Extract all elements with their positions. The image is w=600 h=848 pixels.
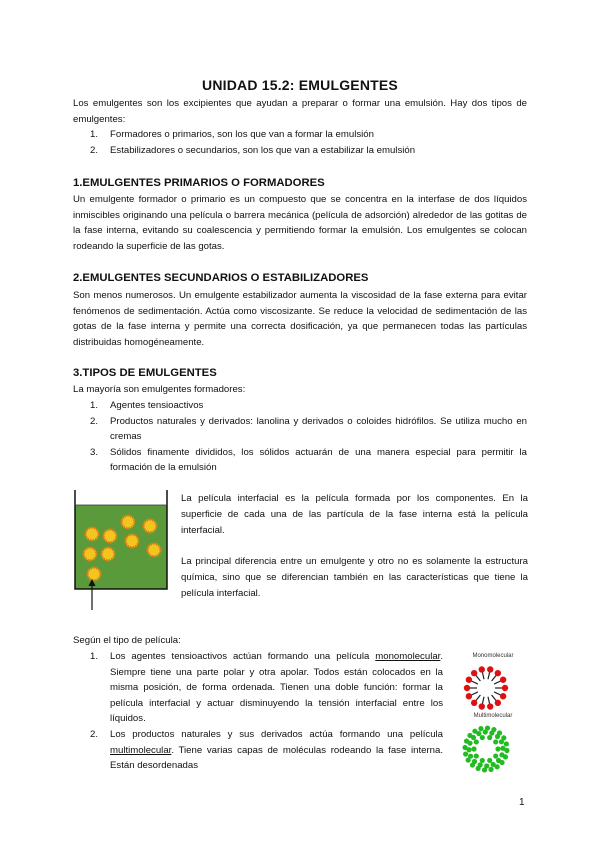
multilayer-molecule — [488, 767, 493, 772]
tipos-list — [73, 398, 527, 476]
multilayer-molecule — [487, 735, 492, 740]
section-heading-secundarios: 2.EMULGENTES SECUNDARIOS O ESTABILIZADORES — [73, 272, 369, 284]
multilayer-molecule — [474, 753, 479, 758]
multimolecular-film-figure — [462, 725, 510, 773]
droplet — [88, 568, 101, 581]
section-heading-primarios: 1.EMULGENTES PRIMARIOS O FORMADORES — [73, 177, 325, 189]
interfacial-film-paragraph: La película interfacial es la película formada por los componentes. En la superficie de cada una de las partícula de la fase interna está la película interfacial. — [181, 493, 528, 536]
multilayer-molecule — [480, 758, 485, 763]
multilayer-molecule — [480, 735, 485, 740]
surfactant-polar-head — [487, 666, 493, 672]
surfactant-polar-head — [471, 700, 477, 706]
surfactant-polar-head — [479, 703, 485, 709]
list-item: 2. Productos naturales y derivados: lanolina y derivados o coloides hidrófilos. Se utiliza mucho en cremas — [90, 415, 527, 443]
multilayer-molecule — [495, 746, 500, 751]
droplet — [126, 535, 139, 548]
surfactant-polar-head — [502, 685, 508, 691]
section2-paragraph: Son menos numerosos. Un emulgente estabilizador aumenta la viscosidad de la fase externa para evitar fenómenos de sedimentación. Actúa como viscosizante. Se reduce la velocidad de sedimentación de las gotas de la fase interna y permite una correcta dosificación, ya que permanecen todas las partículas distribuidas homogéneamente. — [73, 290, 527, 348]
mono-label: Monomolecular — [472, 653, 514, 659]
surfactant-tail — [494, 692, 501, 695]
surfactant-polar-head — [495, 670, 501, 676]
list-item: 3. Sólidos finamente divididos, los sólidos actuarán de una manera especial para permitir la formación de la emulsión — [90, 446, 527, 474]
multilayer-molecule — [482, 767, 487, 772]
surfactant-tail — [494, 681, 501, 684]
list-item: 2. Estabilizadores o secundarios, son los que van a estabilizar la emulsión — [90, 144, 416, 156]
section-heading-tipos: 3.TIPOS DE EMULGENTES — [73, 367, 217, 379]
multilayer-molecule — [503, 754, 508, 759]
monomolecular-film-figure — [462, 664, 510, 712]
droplet — [104, 530, 117, 543]
page-title: UNIDAD 15.2: EMULGENTES — [202, 77, 398, 93]
multilayer-molecule — [474, 739, 479, 744]
surfactant-polar-head — [495, 700, 501, 706]
intro-paragraph: Los emulgentes son los excipientes que ayudan a preparar o formar una emulsión. Hay dos tipos de emulgentes: — [73, 98, 527, 125]
multilayer-molecule — [501, 735, 506, 740]
term-multimolecular: multimolecular — [110, 744, 172, 756]
multilayer-molecule — [493, 753, 498, 758]
surfactant-polar-head — [479, 666, 485, 672]
surfactant-polar-head — [464, 685, 470, 691]
multilayer-molecule — [466, 757, 471, 762]
multilayer-molecule — [462, 745, 467, 750]
film-type-list — [73, 649, 443, 774]
multilayer-molecule — [493, 739, 498, 744]
multilayer-molecule — [478, 726, 483, 731]
surfactant-polar-head — [487, 703, 493, 709]
multilayer-molecule — [467, 733, 472, 738]
droplet — [86, 528, 99, 541]
intro-list — [73, 127, 527, 158]
multilayer-molecule — [491, 727, 496, 732]
page-number: 1 — [519, 797, 525, 808]
multi-label: Multimolecular — [473, 713, 513, 719]
surfactant-polar-head — [466, 677, 472, 683]
multilayer-molecule — [504, 741, 509, 746]
section3-lead: La mayoría son emulgentes formadores: — [73, 384, 246, 395]
list-item: 1. Los agentes tensioactivos actúan formando una película monomolecular. Siempre tiene una parte polar y otra apolar. Todos están colocados en la misma posición, de forma ordenada. Tienen una doble función: formar la película interfacial y actuar disminuyendo la tensión interfacial entre los líquidos. — [90, 651, 443, 725]
section1-paragraph: Un emulgente formador o primario es un compuesto que se concentra en la interfase de dos líquidos inmiscibles originando una película o barrera mecánica (película de adsorción) alrededor de las gotitas de la fase interna, evitando su coalescencia y permitiendo formar la emulsión. Los emulgentes se colocan rodeando la superficie de las gotas. — [73, 194, 527, 252]
droplet — [102, 548, 115, 561]
list-item: 2. Los productos naturales y sus derivados actúa formando una película multimolecular. Tiene varias capas de moléculas rodeando la fase interna. Están desordenadas — [90, 728, 443, 772]
droplet — [84, 548, 97, 561]
droplet — [144, 520, 157, 533]
multilayer-molecule — [487, 758, 492, 763]
term-monomolecular: monomolecular — [375, 651, 441, 662]
multilayer-molecule — [472, 729, 477, 734]
emulsion-container-figure — [70, 488, 170, 613]
multilayer-molecule — [475, 766, 480, 771]
surfactant-polar-head — [471, 670, 477, 676]
surfactant-polar-head — [500, 677, 506, 683]
multilayer-molecule — [494, 764, 499, 769]
list-item: 1. Formadores o primarios, son los que van a formar la emulsión — [90, 129, 374, 140]
multilayer-molecule — [463, 751, 468, 756]
multilayer-molecule — [464, 738, 469, 743]
multilayer-molecule — [471, 746, 476, 751]
surfactant-polar-head — [466, 693, 472, 699]
multilayer-molecule — [497, 730, 502, 735]
surfactant-polar-head — [500, 693, 506, 699]
multilayer-molecule — [504, 748, 509, 753]
list-item: 1. Agentes tensioactivos — [90, 400, 204, 411]
film-type-lead: Según el tipo de película: — [73, 635, 181, 646]
droplet — [122, 516, 135, 529]
multilayer-molecule — [485, 725, 490, 730]
multilayer-molecule — [470, 762, 475, 767]
droplet — [148, 544, 161, 557]
multilayer-molecule — [499, 760, 504, 765]
difference-paragraph: La principal diferencia entre un emulgente y otro no es solamente la estructura química, sino que se diferencian también en las características que tiene la película interfacial. — [181, 556, 528, 599]
